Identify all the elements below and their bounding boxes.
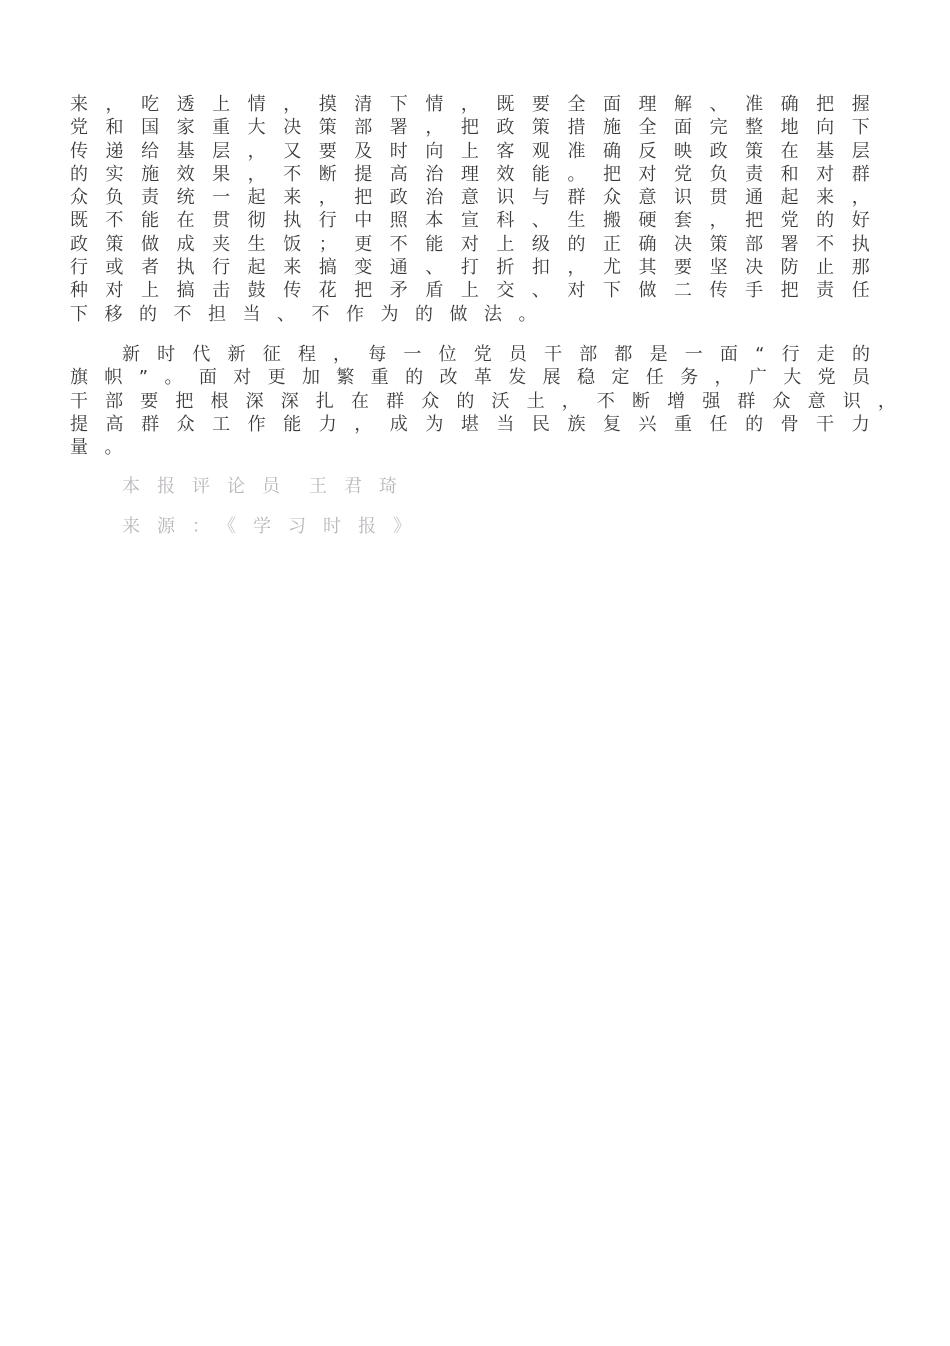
- text-line: 旗 帜 ” 。 面 对 更 加 繁 重 的 改 革 发 展 稳 定 任 务 ， 广 大 党 员: [70, 367, 870, 389]
- source-line: 来源：《学习时报》: [122, 516, 428, 537]
- author-label: 本报评论员: [122, 476, 297, 497]
- paragraph-1: [70, 93, 870, 326]
- paragraph-2: [70, 343, 896, 459]
- author-name: 王君琦: [309, 476, 414, 497]
- text-line: 干 部 要 把 根 深 深 扎 在 群 众 的 沃 土 ， 不 断 增 强 群 众 意 识 ，: [70, 390, 896, 412]
- text-line: 既 不 能 在 贯 彻 执 行 中 照 本 宣 科 、 生 搬 硬 套 ， 把 党 的 好: [70, 210, 870, 232]
- text-line: 的 实 施 效 果 ， 不 断 提 高 治 理 效 能 。 把 对 党 负 责 和 对 群: [70, 163, 870, 185]
- text-line: 行 或 者 执 行 起 来 搞 变 通 、 打 折 扣 ， 尤 其 要 坚 决 防 止 那: [70, 257, 870, 279]
- author-byline: [122, 472, 414, 498]
- text-line: 种 对 上 搞 击 鼓 传 花 把 矛 盾 上 交 、 对 下 做 二 传 手 把 责 任: [70, 280, 870, 302]
- text-line-last: 下移的不担当、不作为的做法。: [70, 303, 553, 325]
- text-line: 传 递 给 基 层 ， 又 要 及 时 向 上 客 观 准 确 反 映 政 策 在 基 层: [70, 140, 870, 162]
- text-line-last: 量。: [70, 437, 139, 459]
- text-line: 政 策 做 成 夹 生 饭 ； 更 不 能 对 上 级 的 正 确 决 策 部 署 不 执: [70, 233, 870, 255]
- text-line-first: 新 时 代 新 征 程 ， 每 一 位 党 员 干 部 都 是 一 面 “ 行 走 的: [122, 344, 870, 365]
- text-line: 来 ， 吃 透 上 情 ， 摸 清 下 情 ， 既 要 全 面 理 解 、 准 确 把 握: [70, 94, 870, 115]
- text-line: 众 负 责 统 一 起 来 ， 把 政 治 意 识 与 群 众 意 识 贯 通 起 来 ，: [70, 187, 870, 209]
- text-line: 提 高 群 众 工 作 能 力 ， 成 为 堪 当 民 族 复 兴 重 任 的 骨 干 力: [70, 413, 870, 435]
- text-line: 党 和 国 家 重 大 决 策 部 署 ， 把 政 策 措 施 全 面 完 整 地 向 下: [70, 117, 870, 139]
